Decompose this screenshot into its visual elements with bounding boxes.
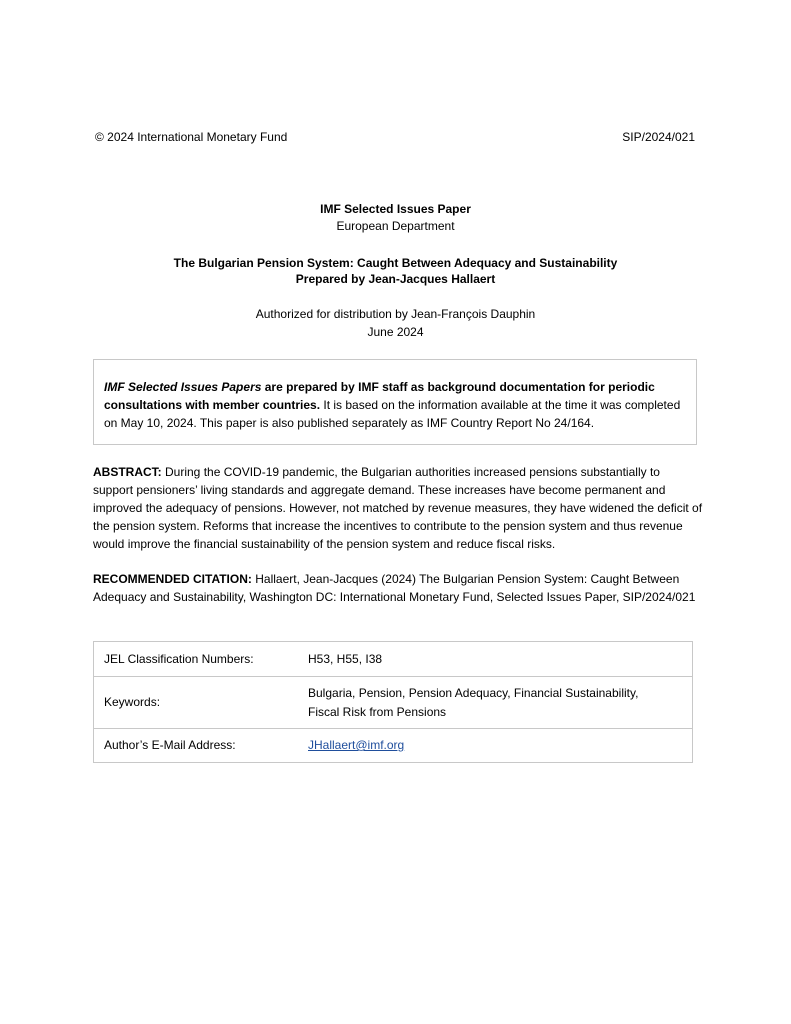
jel-label: JEL Classification Numbers: — [94, 642, 299, 677]
disclaimer-bold-text: are prepared by IMF staff as background documentation for periodic consultations with member countries. — [104, 380, 655, 412]
copyright-notice: © 2024 International Monetary Fund — [95, 130, 288, 144]
metadata-table — [93, 641, 693, 763]
disclaimer-box — [93, 359, 697, 445]
author-email-link[interactable]: JHallaert@imf.org — [308, 738, 405, 752]
abstract-paragraph — [93, 463, 703, 553]
paper-title-block — [0, 255, 791, 287]
authorized-by: Authorized for distribution by Jean-François Dauphin — [255, 307, 536, 321]
abstract-text: During the COVID-19 pandemic, the Bulgarian authorities increased pensions substantially to support pensioners’ living standards and aggregate demand. These increases have become permanent and improved the adequacy of pensions. However, not matched by revenue measures, they have widened the deficit of the pension system. Reforms that increase the incentives to contribute to the pension system and thus revenue would improve the financial sustainability of the pension system and reduce fiscal risks. — [93, 465, 703, 551]
table-row-keywords — [94, 677, 693, 729]
abstract-label: ABSTRACT: — [93, 465, 162, 479]
disclaimer-plain-text: It is based on the information available at the time it was completed on May 10, 2024. This paper is also published separately as IMF Country Report No 24/164. — [104, 398, 681, 430]
paper-number: SIP/2024/021 — [622, 130, 695, 144]
email-value-cell — [298, 729, 693, 763]
jel-value: H53, H55, I38 — [298, 642, 693, 677]
department-name: European Department — [336, 219, 455, 233]
paper-title: The Bulgarian Pension System: Caught Between Adequacy and Sustainability — [173, 256, 618, 270]
citation-label: RECOMMENDED CITATION: — [93, 572, 252, 586]
prepared-by: Prepared by Jean-Jacques Hallaert — [295, 272, 496, 286]
table-row-jel — [94, 642, 693, 677]
series-title: IMF Selected Issues Paper — [320, 202, 471, 216]
citation-paragraph — [93, 570, 703, 606]
disclaimer-italic-lead: IMF Selected Issues Papers — [104, 380, 262, 394]
citation-text: Hallaert, Jean-Jacques (2024) The Bulgarian Pension System: Caught Between Adequacy and Sustainability, Washington DC: International Monetary Fund, Selected Issues Paper, SIP/2024/021 — [93, 572, 696, 604]
email-label: Author’s E-Mail Address: — [94, 729, 299, 763]
keywords-line-2: Fiscal Risk from Pensions — [308, 704, 447, 719]
keywords-line-1: Bulgaria, Pension, Pension Adequacy, Financial Sustainability, — [308, 685, 639, 700]
keywords-label: Keywords: — [94, 677, 299, 729]
keywords-value — [298, 677, 693, 729]
publication-date: June 2024 — [367, 325, 424, 339]
table-row-email — [94, 729, 693, 763]
